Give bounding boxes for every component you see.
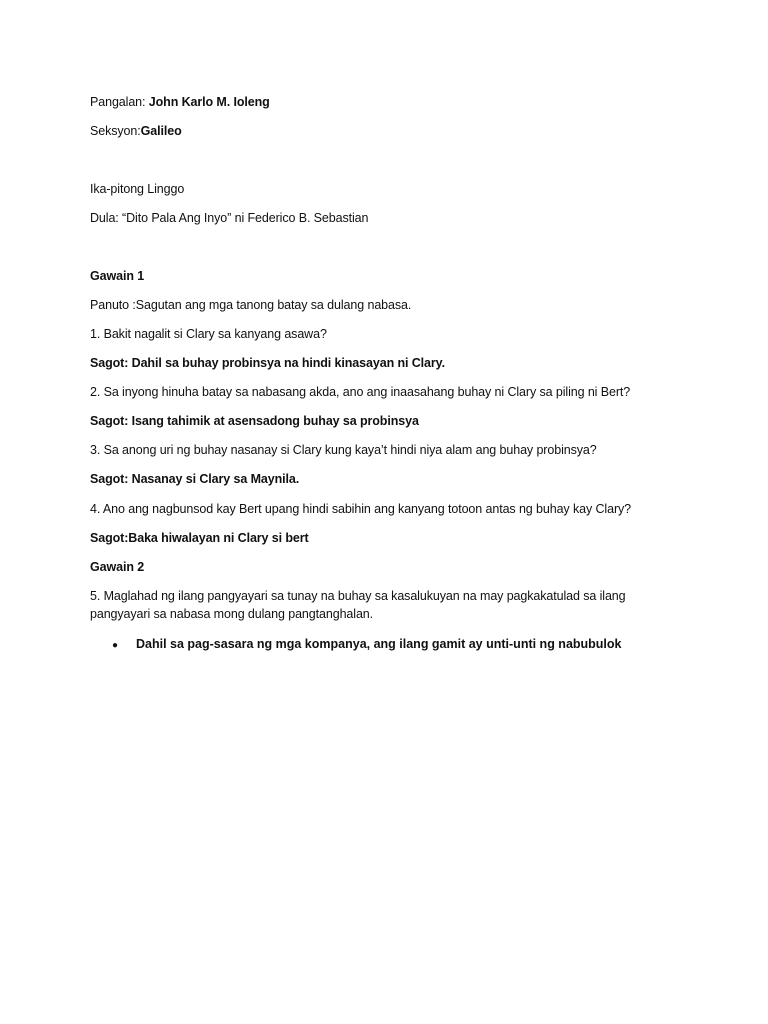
gawain1-title: Gawain 1 — [90, 269, 145, 283]
section-label: Seksyon: — [90, 124, 141, 138]
bullet-answer: Dahil sa pag-sasara ng mga kompanya, ang ilang gamit ay unti-unti ng nabubulok — [136, 637, 622, 651]
gawain2-title: Gawain 2 — [90, 560, 145, 574]
answer-1: Sagot: Dahil sa buhay probinsya na hindi kinasayan ni Clary. — [90, 356, 445, 370]
question-4: 4. Ano ang nagbunsod kay Bert upang hindi sabihin ang kanyang totoon antas ng buhay kay Clary? — [90, 502, 632, 516]
play-line: Dula: “Dito Pala Ang Inyo” ni Federico B. Sebastian — [90, 211, 369, 225]
week-line: Ika-pitong Linggo — [90, 182, 185, 196]
name-value: John Karlo M. Ioleng — [148, 95, 270, 109]
question-1: 1. Bakit nagalit si Clary sa kanyang asawa? — [90, 327, 327, 341]
section-value: Galileo — [140, 124, 182, 138]
bullet-icon: ● — [112, 640, 119, 651]
question-5: 5. Maglahad ng ilang pangyayari sa tunay na buhay sa kasalukuyan na may pagkakatulad sa ilang pangyayari sa nabasa mong dulang pangtanghalan. — [90, 589, 626, 621]
section-line — [90, 123, 182, 139]
question-3: 3. Sa anong uri ng buhay nasanay si Clary kung kaya’t hindi niya alam ang buhay probinsya? — [90, 443, 597, 457]
answer-2: Sagot: Isang tahimik at asensadong buhay sa probinsya — [90, 414, 419, 428]
answer-4: Sagot:Baka hiwalayan ni Clary si bert — [90, 531, 309, 545]
bullet-list-item — [112, 636, 622, 654]
answer-3: Sagot: Nasanay si Clary sa Maynila. — [90, 472, 300, 486]
name-label: Pangalan: — [90, 95, 146, 109]
name-line — [90, 94, 270, 110]
gawain1-instruction: Panuto :Sagutan ang mga tanong batay sa dulang nabasa. — [90, 298, 412, 312]
question-2: 2. Sa inyong hinuha batay sa nabasang akda, ano ang inaasahang buhay ni Clary sa piling ni Bert? — [90, 385, 631, 399]
